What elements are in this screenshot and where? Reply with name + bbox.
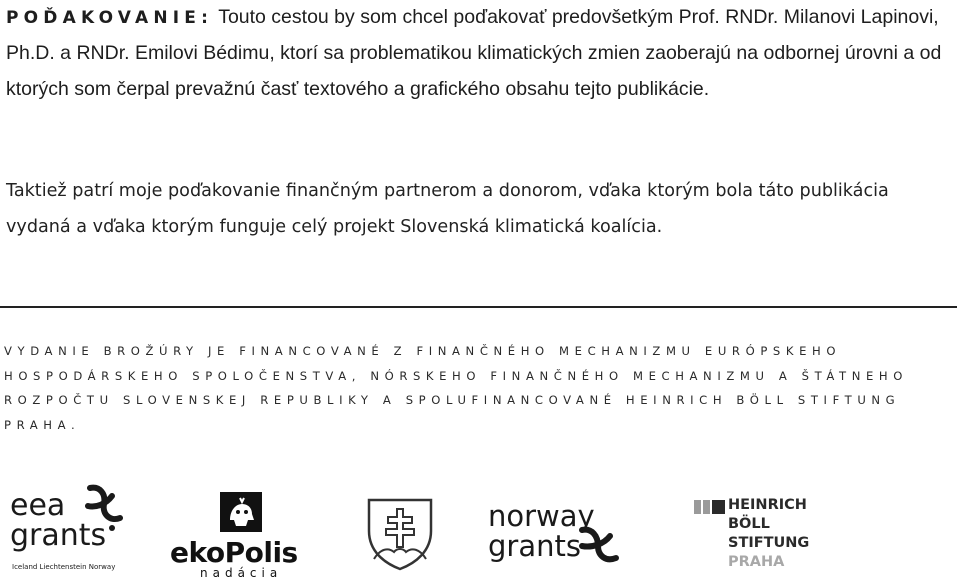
acknowledgement-lead: POĎAKOVANIE: <box>6 8 214 28</box>
boell-line4: PRAHA <box>728 554 785 570</box>
partners-paragraph: Taktiež patrí moje poďakovanie finančným partnerom a donorom, vďaka ktorým bola táto publikácia vydaná a vďaka ktorým funguje celý projekt Slovenská klimatická koalícia. <box>6 181 889 237</box>
boell-bars-icon <box>694 500 726 514</box>
norway-grants-swirl-icon <box>576 520 622 570</box>
boell-wordmark <box>728 496 809 572</box>
eea-grants-swirl-icon <box>82 482 126 534</box>
boell-line2: BÖLL <box>728 516 770 532</box>
ekopolis-name: ekoPolis <box>170 536 298 569</box>
eea-grants-line1: eea <box>10 488 66 523</box>
norway-grants-logo <box>488 500 638 580</box>
eea-grants-line2: grants <box>10 518 107 553</box>
acknowledgement-paragraph <box>6 0 956 107</box>
norway-grants-line1: norway <box>488 499 595 533</box>
boell-line1: HEINRICH <box>728 497 807 513</box>
boell-line3: STIFTUNG <box>728 535 810 551</box>
eea-grants-tagline: Iceland Liechtenstein Norway <box>12 563 116 571</box>
ekopolis-logo <box>170 490 310 582</box>
eea-grants-logo <box>10 490 120 580</box>
acknowledgement-text: Touto cestou by som chcel poďakovať predovšetkým Prof. RNDr. Milanovi Lapinovi, Ph.D. a RNDr. Emilovi Bédimu, ktorí sa problematikou klimatických zmien zaoberajú na odbornej úrovni a od ktorých som čerpal prevažnú časť textového a grafického obsahu tejto publikácie. <box>6 6 942 100</box>
heinrich-boell-logo <box>694 496 824 580</box>
funding-note: VYDANIE BROŽÚRY JE FINANCOVANÉ Z FINANČNÉHO MECHANIZMU EURÓPSKEHO HOSPODÁRSKEHO SPOLOČENSTVA, NÓRSKEHO FINANČNÉHO MECHANIZMU A ŠTÁTNEHO ROZPOČTU SLOVENSKEJ REPUBLIKY A SPOLUFINANCOVANÉ HEINRICH BÖLL STIFTUNG PRAHA. <box>4 344 908 432</box>
ekopolis-subtitle: nadácia <box>200 566 283 580</box>
ekopolis-animal-icon <box>218 490 264 534</box>
slovak-coat-of-arms-icon <box>366 497 434 571</box>
slovak-coat-of-arms <box>366 497 434 576</box>
norway-grants-line2: grants <box>488 529 581 563</box>
divider-line <box>0 306 957 308</box>
